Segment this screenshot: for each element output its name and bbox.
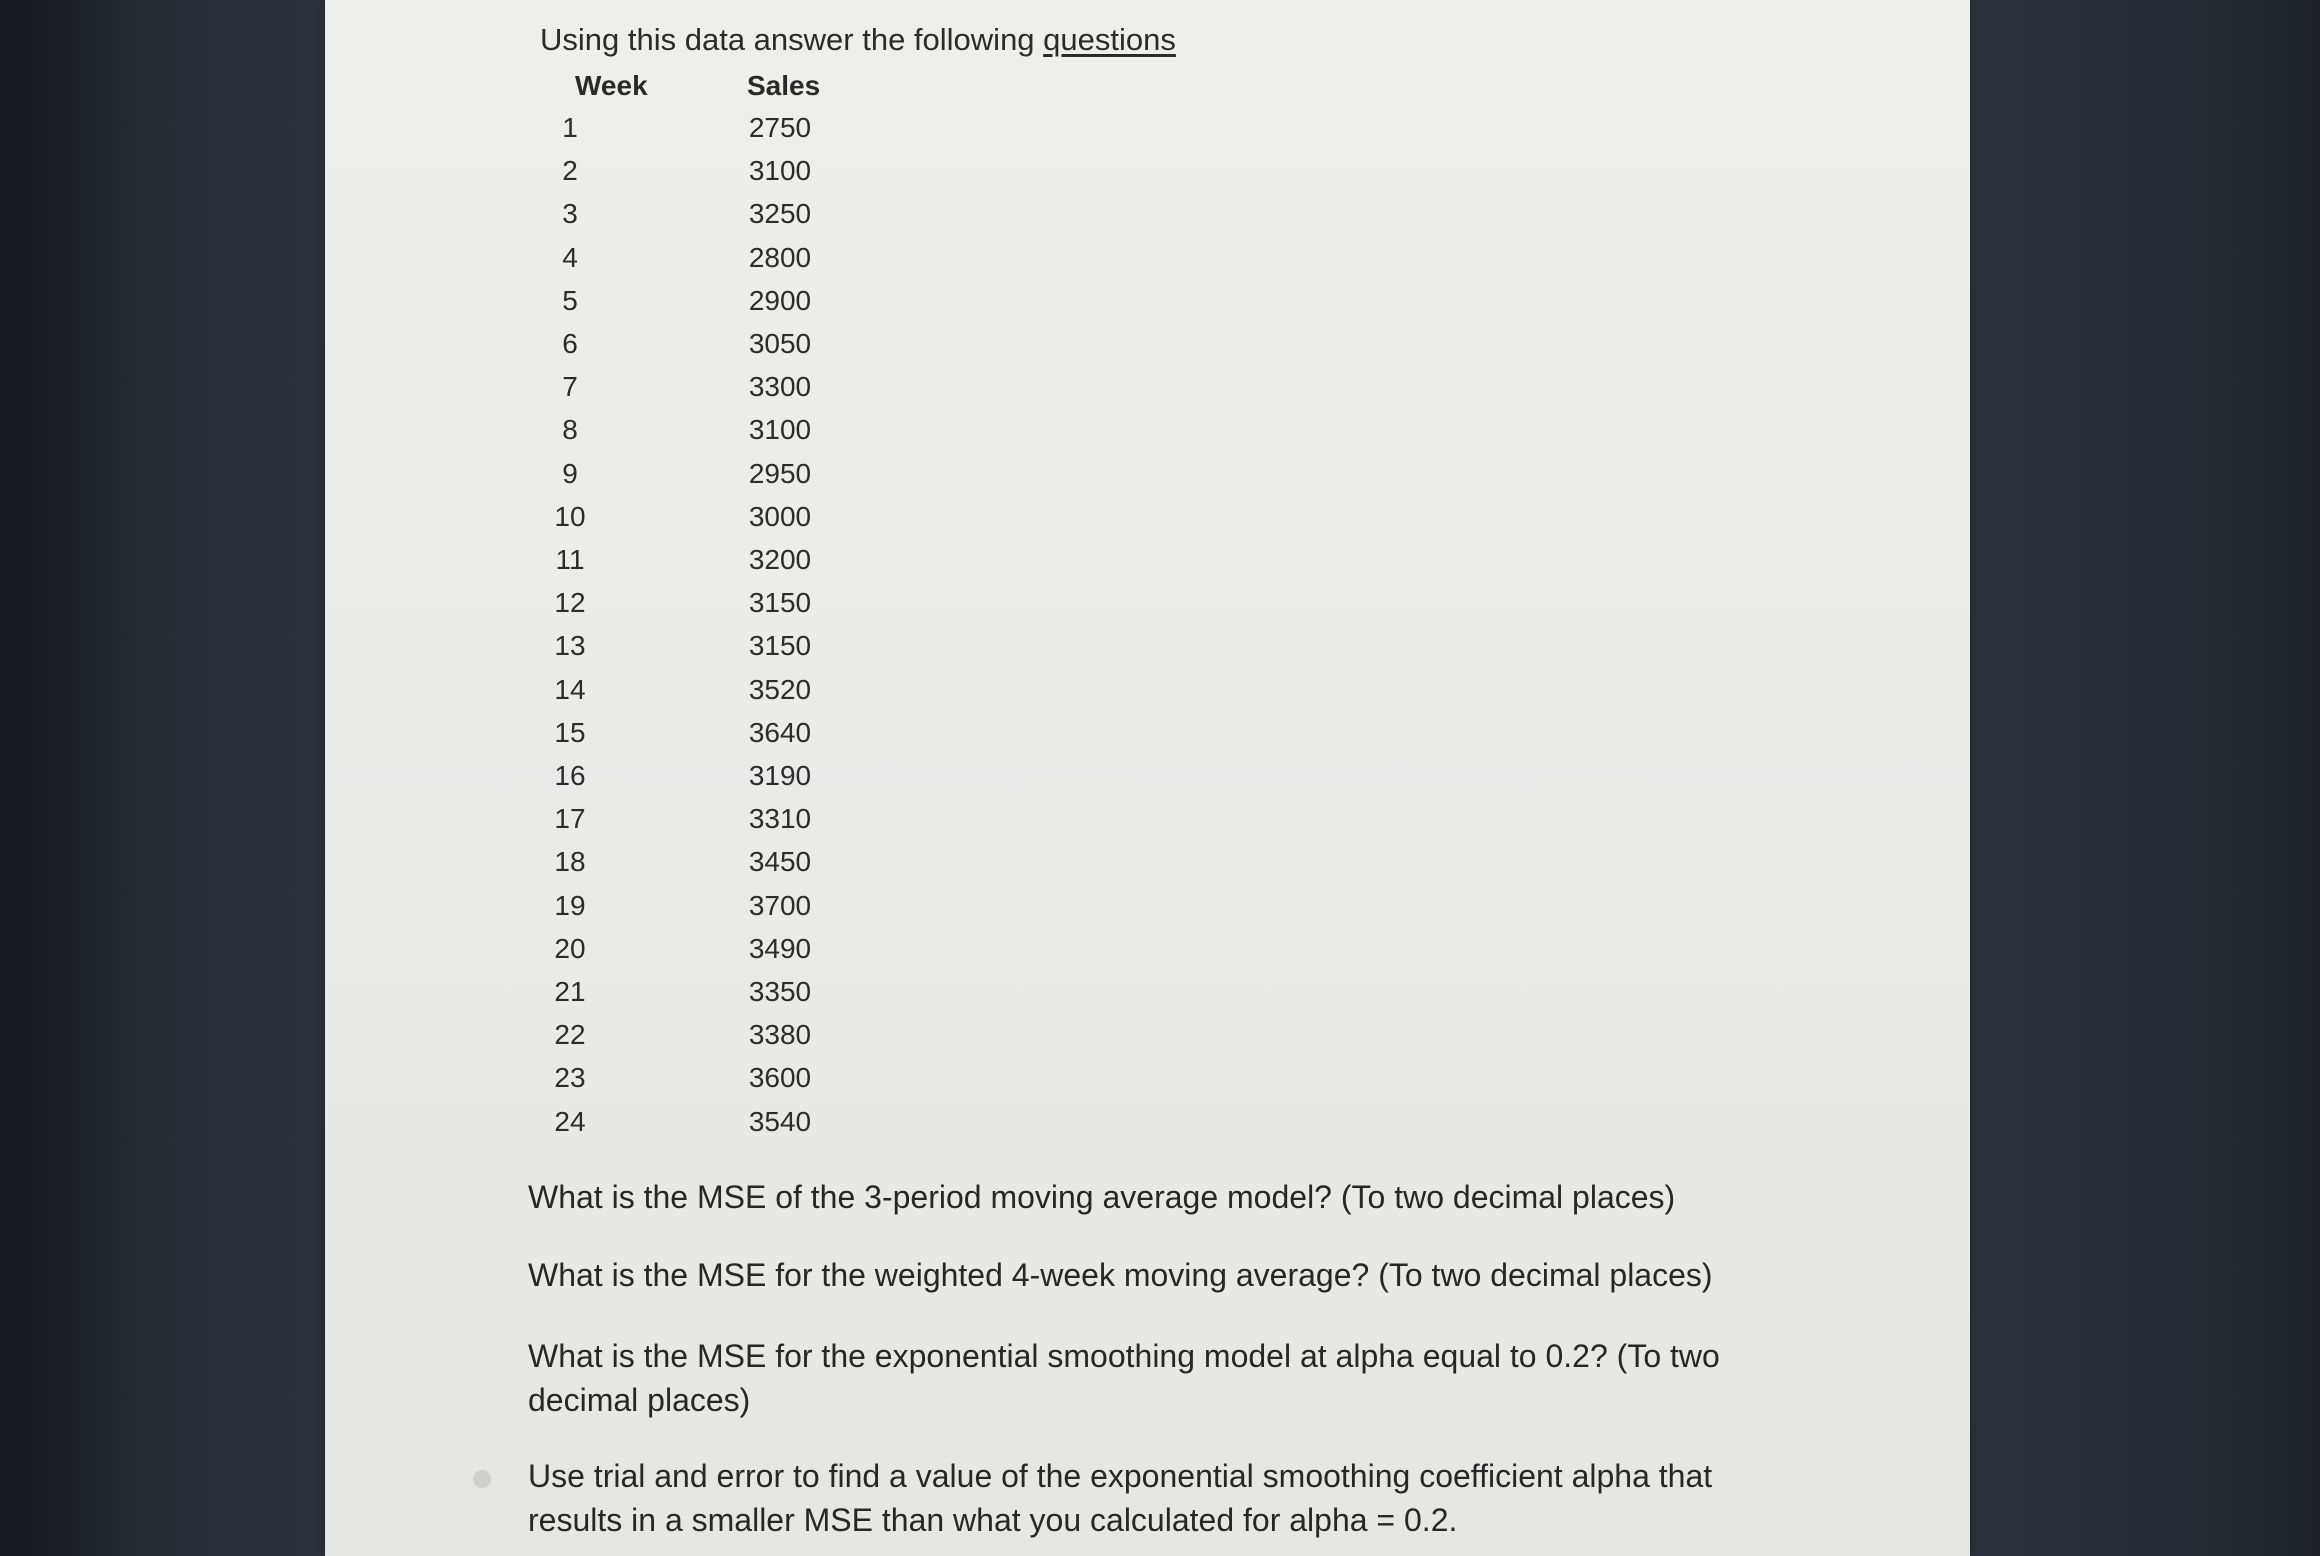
week-cell: 4	[562, 242, 578, 273]
question-3: What is the MSE for the exponential smoothing model at alpha equal to 0.2? (To two decimal places)	[528, 1338, 1720, 1418]
questions-link[interactable]: questions	[1043, 22, 1176, 57]
week-cell: 15	[554, 717, 586, 748]
screen-right-edge	[1970, 0, 2320, 1556]
sales-cell: 3490	[748, 933, 812, 964]
sales-cell: 3100	[748, 155, 812, 186]
sales-cell: 3540	[748, 1106, 812, 1137]
week-cell: 10	[554, 501, 586, 532]
question-1: What is the MSE of the 3-period moving average model? (To two decimal places)	[528, 1179, 1676, 1215]
sales-cell: 3200	[748, 544, 812, 575]
week-cell: 18	[554, 846, 586, 877]
week-cell: 13	[554, 630, 586, 661]
week-cell: 5	[562, 285, 578, 316]
week-cell: 17	[554, 803, 586, 834]
sales-cell: 3450	[748, 846, 812, 877]
week-cell: 1	[562, 112, 578, 143]
sales-cell: 2950	[748, 458, 812, 489]
sales-cell: 3640	[748, 717, 812, 748]
week-cell: 9	[562, 458, 578, 489]
week-cell: 14	[554, 674, 586, 705]
week-cell: 12	[554, 587, 586, 618]
week-cell: 19	[554, 890, 586, 921]
week-cell: 24	[554, 1106, 586, 1137]
sales-cell: 3000	[748, 501, 812, 532]
sales-cell: 3050	[748, 328, 812, 359]
sales-cell: 3150	[748, 630, 812, 661]
week-cell: 21	[554, 976, 586, 1007]
sales-cell: 2900	[748, 285, 812, 316]
instructions-heading	[540, 22, 1176, 58]
week-cell: 23	[554, 1062, 586, 1093]
week-cell: 22	[554, 1019, 586, 1050]
sales-cell: 3190	[748, 760, 812, 791]
question-4: Use trial and error to find a value of the exponential smoothing coefficient alpha that results in a smaller MSE than what you calculated for alpha = 0.2.	[528, 1458, 1713, 1538]
sales-cell: 3100	[748, 414, 812, 445]
week-cell: 11	[555, 544, 585, 575]
sales-cell: 2750	[748, 112, 812, 143]
sales-cell: 3520	[748, 674, 812, 705]
sales-cell: 3600	[748, 1062, 812, 1093]
week-cell: 3	[562, 198, 578, 229]
bullet-icon	[473, 1470, 491, 1488]
sales-cell: 3150	[748, 587, 812, 618]
week-column-header: Week	[575, 70, 648, 101]
document-page	[325, 0, 1970, 1556]
sales-cell: 3310	[748, 803, 812, 834]
week-cell: 2	[562, 155, 578, 186]
sales-cell: 3250	[748, 198, 812, 229]
week-cell: 20	[554, 933, 586, 964]
week-cell: 7	[562, 371, 578, 402]
sales-cell: 3300	[748, 371, 812, 402]
week-cell: 6	[562, 328, 578, 359]
sales-column-header: Sales	[747, 70, 821, 101]
week-cell: 16	[554, 760, 586, 791]
sales-cell: 2800	[748, 242, 812, 273]
week-cell: 8	[562, 414, 578, 445]
sales-cell: 3700	[748, 890, 812, 921]
question-2: What is the MSE for the weighted 4-week moving average? (To two decimal places)	[528, 1257, 1713, 1293]
sales-cell: 3350	[748, 976, 812, 1007]
sales-cell: 3380	[748, 1019, 812, 1050]
heading-text: Using this data answer the following	[540, 22, 1044, 57]
